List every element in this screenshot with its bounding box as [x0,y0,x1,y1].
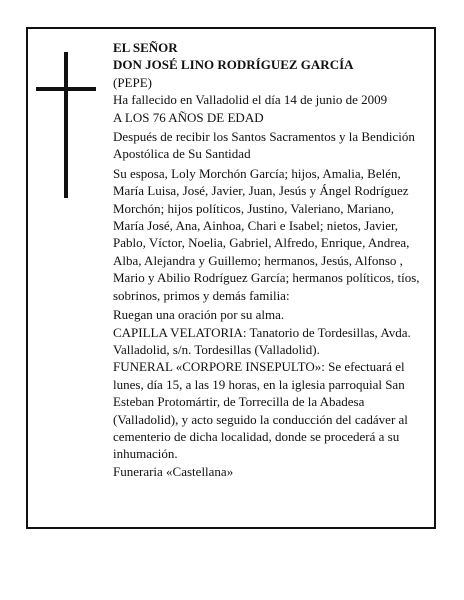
obituary-heading: EL SEÑOR [113,40,178,55]
prayer-request: Ruegan una oración por su alma. [113,307,285,323]
deceased-name: DON JOSÉ LINO RODRÍGUEZ GARCÍA [113,57,354,73]
cross-vertical-bar [64,52,68,198]
deceased-nickname: (PEPE) [113,74,152,90]
sacraments-statement: Después de recibir los Santos Sacramentos y la Bendición Apostólica de Su Santidad [113,129,415,162]
funeral-home: Funeraria «Castellana» [113,463,234,479]
latin-cross-icon [36,52,96,198]
cross-horizontal-bar [36,87,96,91]
death-statement: Ha fallecido en Valladolid el día 14 de junio de 2009 [113,92,388,108]
chapel-info: CAPILLA VELATORIA: Tanatorio de Tordesillas, Avda. Valladolid, s/n. Tordesillas (Valladolid). [113,324,411,357]
family-list: Su esposa, Loly Morchón García; hijos, Amalia, Belén, María Luisa, José, Javier, Juan, Jesús y Ángel Rodríguez Morchón; hijos políticos, Justino, Valeriano, Mariano, María José, Ana, Ainhoa, Chari e Isabel; nietos, Javier, Pablo, Víctor, Noelia, Gabriel, Alfredo, Enrique, Andrea, Alba, Alejandra y Guillemo; hermanos, Jesús, Alfonso , Mario y Abilio Rodríguez García; hermanos políticos, tíos, sobrinos, primos y demás familia: [113,165,420,303]
funeral-info: FUNERAL «CORPORE INSEPULTO»: Se efectuará el lunes, día 15, a las 19 horas, en la iglesia parroquial San Esteban Protomártir, de Torrecilla de la Abadesa (Valladolid), y acto seguido la conducción del cadáver al cementerio de dicha localidad, donde se procederá a su inhumación. [113,359,408,462]
age-statement: A LOS 76 AÑOS DE EDAD [113,109,264,125]
obituary-text [113,39,425,480]
